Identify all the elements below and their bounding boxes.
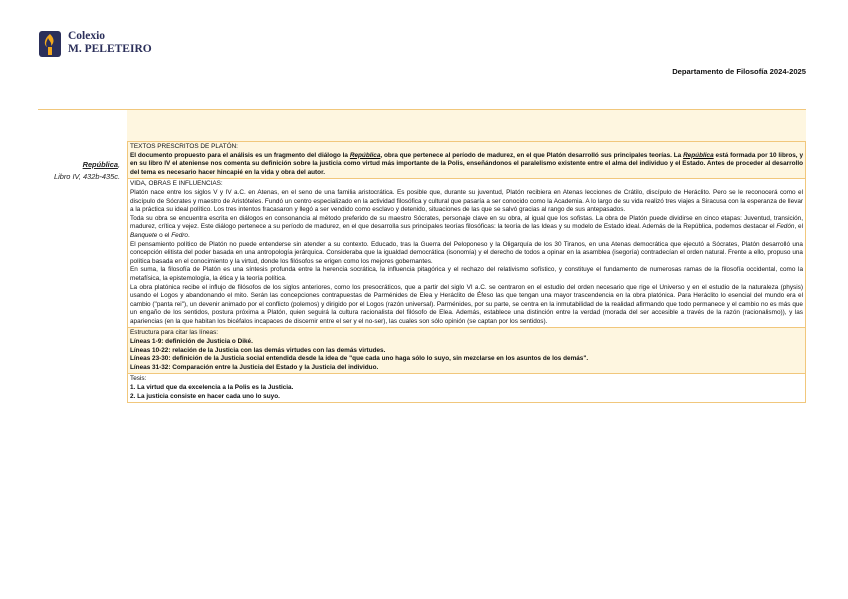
thesis-line: 2. La justicia consiste en hacer cada uno lo suyo. [130,392,280,400]
header-band [127,110,806,141]
section-heading: VIDA, OBRAS E INFLUENCIAS: [130,180,223,188]
department-title: Departamento de Filosofía 2024-2025 [672,67,806,76]
paragraph: El pensamiento político de Platón no puede entenderse sin atender a su contexto. Educado, tras la Guerra del Peloponeso y la Oligarquía de los 30 Tiranos, en una Atenas democrática que ejecutó a Sócrates, Platón desarrolló una concepción elitista del poder basada en una antropología jerárquica. Consideraba que la igualdad democrática (isonomía) y el derecho de todos a opinar en la asamblea (isegoría) contradecían el orden natural. Frente a ello, propuso una política basada en el conocimiento y la virtud, donde los filósofos se erigen como los mejores gobernantes. [130,240,803,265]
school-logo [38,30,152,58]
torch-icon [38,30,62,58]
paragraph: Toda su obra se encuentra escrita en diálogos en consonancia al método preferido de su maestro Sócrates, personaje clave en su obra, al igual que los sofistas. La obra de Platón puede dividirse en cinco etapas: Juventud, transición, madurez, crítica y vejez. Este diálogo pertenece a su período de madurez, en el que desarrolla sus principales teorías filosóficas: la teoría de las Ideas y su modelo de Estado ideal. Además de la República, podemos destacar el Fedón, el Banquete o el Fedro. [130,214,803,239]
section-life [128,178,805,327]
structure-line: Líneas 10-22: relación de la Justicia con las demás virtudes con las demás virtudes. [130,346,386,354]
section-texts [128,142,805,178]
structure-line: Líneas 1-9: definición de Justicia o Diké. [130,338,253,346]
school-name-line2: M. PELETEIRO [68,42,152,55]
section-structure [128,327,805,373]
thesis-line: 1. La virtud que da excelencia a la Polis es la Justicia. [130,384,294,392]
paragraph: La obra platónica recibe el influjo de filósofos de los siglos anteriores, como los presocráticos, que a partir del siglo VI a.C. se centraron en el estudio del orden necesario que rige el Universo y en el estudio de la naturaleza (physis) usando el Logos y abandonando el mito. Serán las concepciones contrapuestas de Parménides de Elea y Heráclito de Éfeso las que tengan una mayor trascendencia en la obra platónica. Para Heráclito lo esencial del mundo era el cambio ("panta rei"), un devenir animado por el conflicto (polemos) y dirigido por el Logos (razón universal). Parménides, por su parte, se centra en la inmutabilidad de la realidad afirmando que todo permanece y el cambio no es más que un engaño de los sentidos, postura próxima a Platón, quien seguirá la cultura racionalista del filósofo de Elea. Además, establece una distinción entre la verdad (morada del ser accesible a través de la razón (racionalismo)), y las apariencias (en la que habitan los bicéfalos incapaces de discernir entre el ser y el no-ser), las cuales son sólo opinión (se captan por los sentidos). [130,283,803,325]
school-name-line1: Colexio [68,30,106,42]
paragraph: En suma, la filosofía de Platón es una síntesis profunda entre la herencia socrática, la influencia pitagórica y el rechazo del relativismo sofístico, y constituye el fundamento de numerosas ramas de la filosofía occidental, como la metafísica, la epistemología, la ética y la teoría política. [130,266,803,282]
school-name [68,30,152,55]
section-heading: Estructura para citar las líneas: [130,329,219,337]
section-thesis [128,373,805,402]
content-table [127,141,806,403]
side-location: Libro IV, 432b-435c. [53,171,120,181]
side-work-title: República [82,160,118,169]
structure-line: Líneas 23-30: definición de la Justicia social entendida desde la idea de "que cada uno haga sólo lo suyo, sin mezclarse en los asuntos de los demás". [130,355,589,363]
section-heading: TEXTOS PRESCRITOS DE PLATÓN: [130,143,238,150]
side-reference: República, Libro IV, 432b-435c. [38,159,120,182]
paragraph: Platón nace entre los siglos V y IV a.C. en Atenas, en el seno de una familia aristocrática. Es posible que, durante su juventud, Platón recibiera en Atenas lecciones de Crátilo, discípulo de Heráclito. Pero se le reconocerá como el discípulo de Sócrates y maestro de Aristóteles. Fundó un centro especializado en la actividad filosófica y cultural que pasaría a ser conocido como la Academia. A lo largo de su vida realizó tres viajes a Siracusa con la esperanza de llevar a la práctica su ideal político. Los tres intentos fracasaron y llegó a ser vendido como esclavo y detenido, situaciones de las que se salvó gracias al rango de sus antepasados. [130,188,803,214]
paragraph: El documento propuesto para el análisis es un fragmento del diálogo la República, obra que pertenece al período de madurez, en el que Platón desarrolló sus principales teorías. La República está formada por 10 libros, y en su libro IV el ateniense nos comenta su definición sobre la justicia como virtud más importante de la Polis, enseñándonos el paralelismo existente entre el alma del individuo y el Estado. Antes de proceder al desarrollo del tema es necesario hacer hincapié en la vida y obra del autor. [130,151,803,176]
section-heading: Tesis: [130,375,147,383]
structure-line: Líneas 31-32: Comparación entre la Justicia del Estado y la Justicia del individuo. [130,363,379,371]
